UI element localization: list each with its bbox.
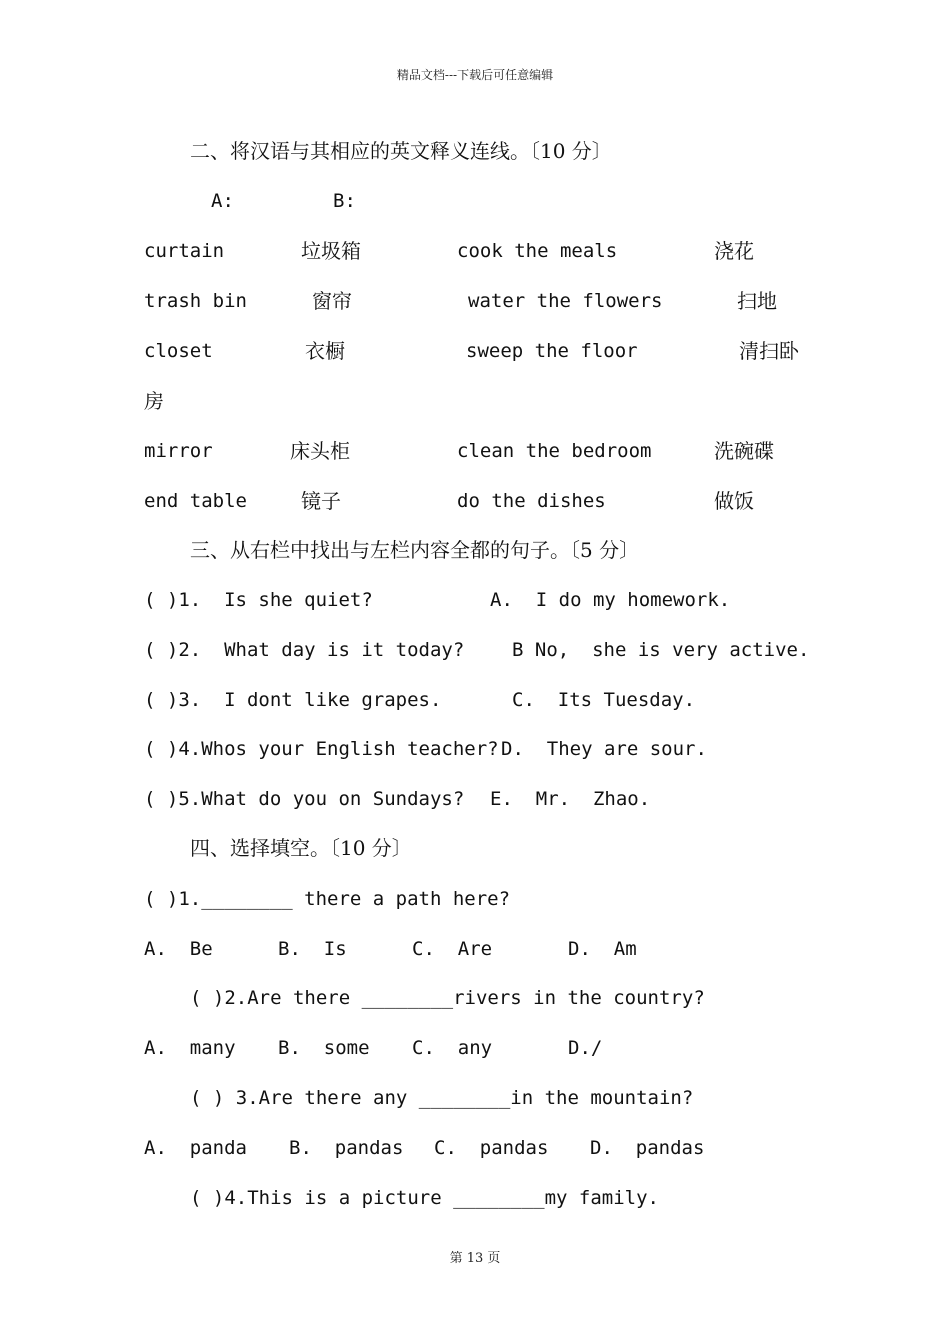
column-a-label: A:	[211, 190, 234, 212]
row-3-english-word: closet	[144, 340, 213, 362]
match-question-2: ( )2. What day is it today?	[144, 639, 465, 661]
q3-option-c: C. pandas	[434, 1137, 549, 1159]
match-question-4: ( )4.Whos your English teacher?	[144, 738, 499, 760]
row-2-english-word: trash bin	[144, 290, 247, 312]
q2-option-a: A. many	[144, 1037, 236, 1059]
fill-question-2: ( )2.Are there ________rivers in the country?	[190, 987, 705, 1009]
fill-question-3: ( ) 3.Are there any ________in the mountain?	[190, 1087, 694, 1109]
row-4-english-word: mirror	[144, 440, 213, 462]
row-5-english-word: end table	[144, 490, 247, 512]
match-question-1: ( )1. Is she quiet?	[144, 589, 373, 611]
row-5-english-phrase: do the dishes	[457, 490, 606, 512]
row-3-chinese-phrase: 清扫卧	[739, 339, 799, 363]
row-1-english-word: curtain	[144, 240, 225, 262]
section-4-title: 四、选择填空。〔10 分〕	[190, 836, 412, 860]
match-answer-b: B No, she is very active.	[512, 639, 810, 661]
match-answer-c: C. Its Tuesday.	[512, 689, 696, 711]
q1-option-a: A. Be	[144, 938, 213, 960]
row-4-chinese-word: 床头柜	[290, 439, 350, 463]
section-3-title: 三、从右栏中找出与左栏内容全都的句子。〔5 分〕	[190, 538, 640, 562]
q3-option-a: A. panda	[144, 1137, 247, 1159]
row-4-english-phrase: clean the bedroom	[457, 440, 652, 462]
q2-option-b: B. some	[278, 1037, 370, 1059]
page-footer: 第 13 页	[449, 1251, 501, 1266]
fill-question-4: ( )4.This is a picture ________my family.	[190, 1187, 659, 1209]
q3-option-b: B. pandas	[289, 1137, 404, 1159]
section-2-title: 二、将汉语与其相应的英文释义连线。〔10 分〕	[190, 139, 612, 163]
page-header: 精品文档---下载后可任意编辑	[396, 68, 554, 82]
q2-option-d: D./	[568, 1037, 603, 1059]
row-5-chinese-word: 镜子	[301, 489, 341, 513]
match-question-5: ( )5.What do you on Sundays?	[144, 788, 465, 810]
match-answer-a: A. I do my homework.	[490, 589, 731, 611]
row-5-chinese-phrase: 做饭	[714, 489, 754, 513]
q2-option-c: C. any	[412, 1037, 493, 1059]
match-answer-d: D. They are sour.	[501, 738, 707, 760]
row-2-chinese-phrase: 扫地	[737, 289, 777, 313]
row-3-wrapped-text: 房	[144, 389, 164, 413]
fill-question-1: ( )1.________ there a path here?	[144, 888, 511, 910]
column-b-label: B:	[333, 190, 356, 212]
row-2-english-phrase: water the flowers	[468, 290, 663, 312]
q3-option-d: D. pandas	[590, 1137, 705, 1159]
row-3-chinese-word: 衣橱	[305, 339, 345, 363]
q1-option-b: B. Is	[278, 938, 347, 960]
row-1-chinese-word: 垃圾箱	[301, 239, 361, 263]
q1-option-d: D. Am	[568, 938, 637, 960]
match-answer-e: E. Mr. Zhao.	[490, 788, 651, 810]
match-question-3: ( )3. I dont like grapes.	[144, 689, 442, 711]
q1-option-c: C. Are	[412, 938, 493, 960]
row-1-english-phrase: cook the meals	[457, 240, 618, 262]
row-2-chinese-word: 窗帘	[312, 289, 352, 313]
row-1-chinese-phrase: 浇花	[714, 239, 754, 263]
row-3-english-phrase: sweep the floor	[466, 340, 638, 362]
row-4-chinese-phrase: 洗碗碟	[714, 439, 774, 463]
